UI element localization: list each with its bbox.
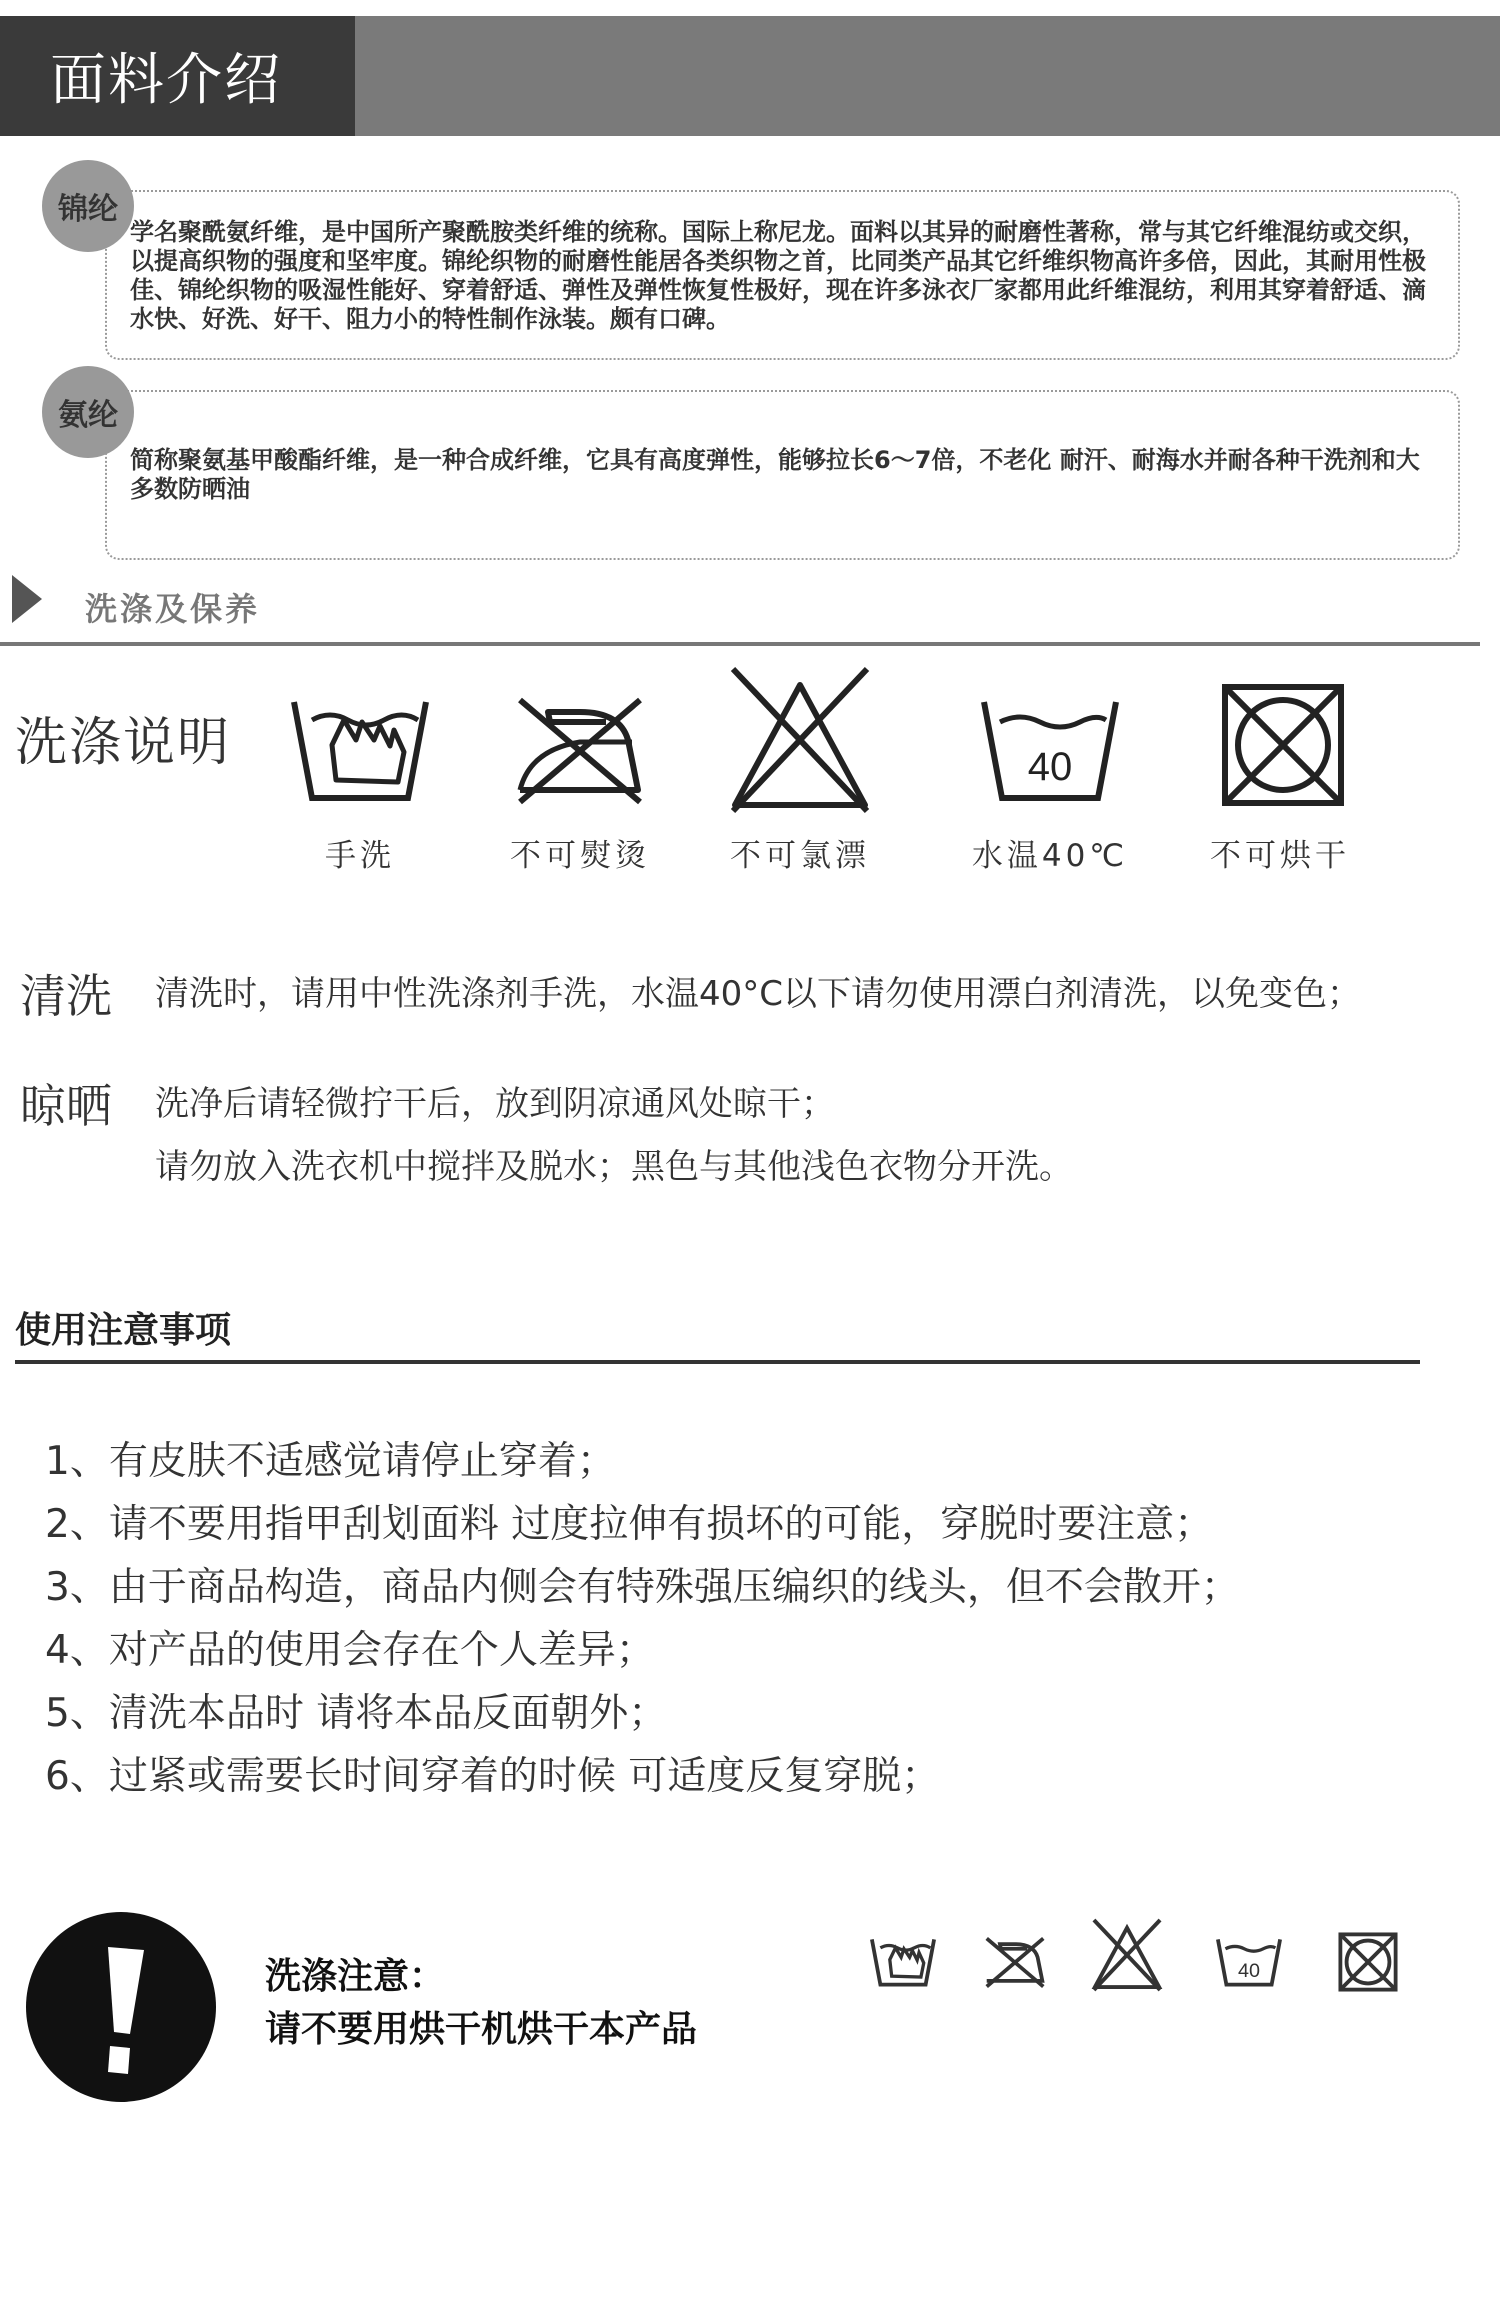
dry-label: 晾晒 — [20, 1079, 112, 1133]
list-item: 5、清洗本品时 请将本品反面朝外； — [45, 1691, 668, 1736]
mini-no-tumble-dry-icon — [1338, 1932, 1398, 1992]
warning-icon — [26, 1912, 216, 2102]
no-bleach-icon — [725, 665, 875, 815]
section-triangle-icon — [12, 575, 42, 623]
wash-temp-label: 40 — [1027, 745, 1073, 789]
caption-no-tumble-dry: 不可烘干 — [1210, 838, 1350, 874]
clean-text: 清洗时，请用中性洗涤剂手洗，水温40°C以下请勿使用漂白剂清洗，以免变色； — [155, 974, 1362, 1014]
section-divider — [0, 642, 1480, 646]
list-item: 2、请不要用指甲刮划面料 过度拉伸有损坏的可能，穿脱时要注意； — [45, 1502, 1214, 1547]
mini-no-iron-icon — [982, 1932, 1048, 1992]
list-item: 3、由于商品构造，商品内侧会有特殊强压编织的线头，但不会散开； — [45, 1565, 1240, 1610]
mini-no-bleach-icon — [1090, 1918, 1164, 1992]
notice-title: 使用注意事项 — [15, 1310, 232, 1351]
notice-list — [45, 1430, 1240, 1808]
caption-no-iron: 不可熨烫 — [510, 838, 650, 874]
clean-label: 清洗 — [20, 969, 112, 1023]
header-title-box — [0, 16, 355, 136]
list-item: 6、过紧或需要长时间穿着的时候 可适度反复穿脱； — [45, 1754, 941, 1799]
fabric-desc-nylon: 学名聚酰氨纤维，是中国所产聚酰胺类纤维的统称。国际上称尼龙。面料以其异的耐磨性著称，常与其它纤维混纺或交织，以提高织物的强度和坚牢度。锦纶织物的耐磨性能居各类织物之首，比同类产品其它纤维织物高许多倍，因此，其耐用性极佳、锦纶织物的吸湿性能好、穿着舒适、弹性及弹性恢复性极好，现在许多泳衣厂家都用此纤维混纺，利用其穿着舒适、滴水快、好洗、好干、阻力小的特性制作泳装。颇有口碑。 — [130, 218, 1426, 333]
no-iron-icon — [510, 690, 650, 810]
notice-divider — [15, 1360, 1420, 1364]
mini-hand-wash-icon — [870, 1932, 936, 1992]
fabric-badge-nylon: 锦纶 — [42, 160, 134, 252]
dry-text-line-1: 洗净后请轻微拧干后，放到阴凉通风处晾干； — [155, 1084, 835, 1124]
warning-line-2: 请不要用烘干机烘干本产品 — [265, 2009, 698, 2050]
mini-wash-40-icon — [1216, 1932, 1282, 1992]
hand-wash-icon — [290, 690, 430, 810]
exclamation-icon — [26, 1912, 216, 2102]
no-tumble-dry-icon — [1220, 682, 1346, 808]
list-item: 1、有皮肤不适感觉请停止穿着； — [45, 1439, 616, 1484]
warning-line-1: 洗涤注意： — [265, 1956, 446, 1997]
list-item: 4、对产品的使用会存在个人差异； — [45, 1628, 655, 1673]
wash-heading: 洗涤说明 — [15, 713, 232, 773]
dry-text-line-2: 请勿放入洗衣机中搅拌及脱水；黑色与其他浅色衣物分开洗。 — [155, 1147, 1073, 1187]
svg-text:40: 40 — [1237, 1960, 1261, 1983]
fabric-desc-spandex: 简称聚氨基甲酸酯纤维，是一种合成纤维，它具有高度弹性，能够拉长6～7倍，不老化 耐汗、耐海水并耐各种干洗剂和大多数防晒油 — [130, 446, 1420, 503]
caption-no-bleach: 不可氯漂 — [730, 838, 870, 874]
caption-hand-wash: 手洗 — [325, 838, 395, 874]
caption-wash-40: 水温40℃ — [971, 838, 1129, 874]
fabric-badge-spandex: 氨纶 — [42, 366, 134, 458]
wash-40-icon — [980, 690, 1120, 810]
section-title-care: 洗涤及保养 — [85, 590, 261, 628]
page-title: 面料介绍 — [50, 48, 282, 113]
